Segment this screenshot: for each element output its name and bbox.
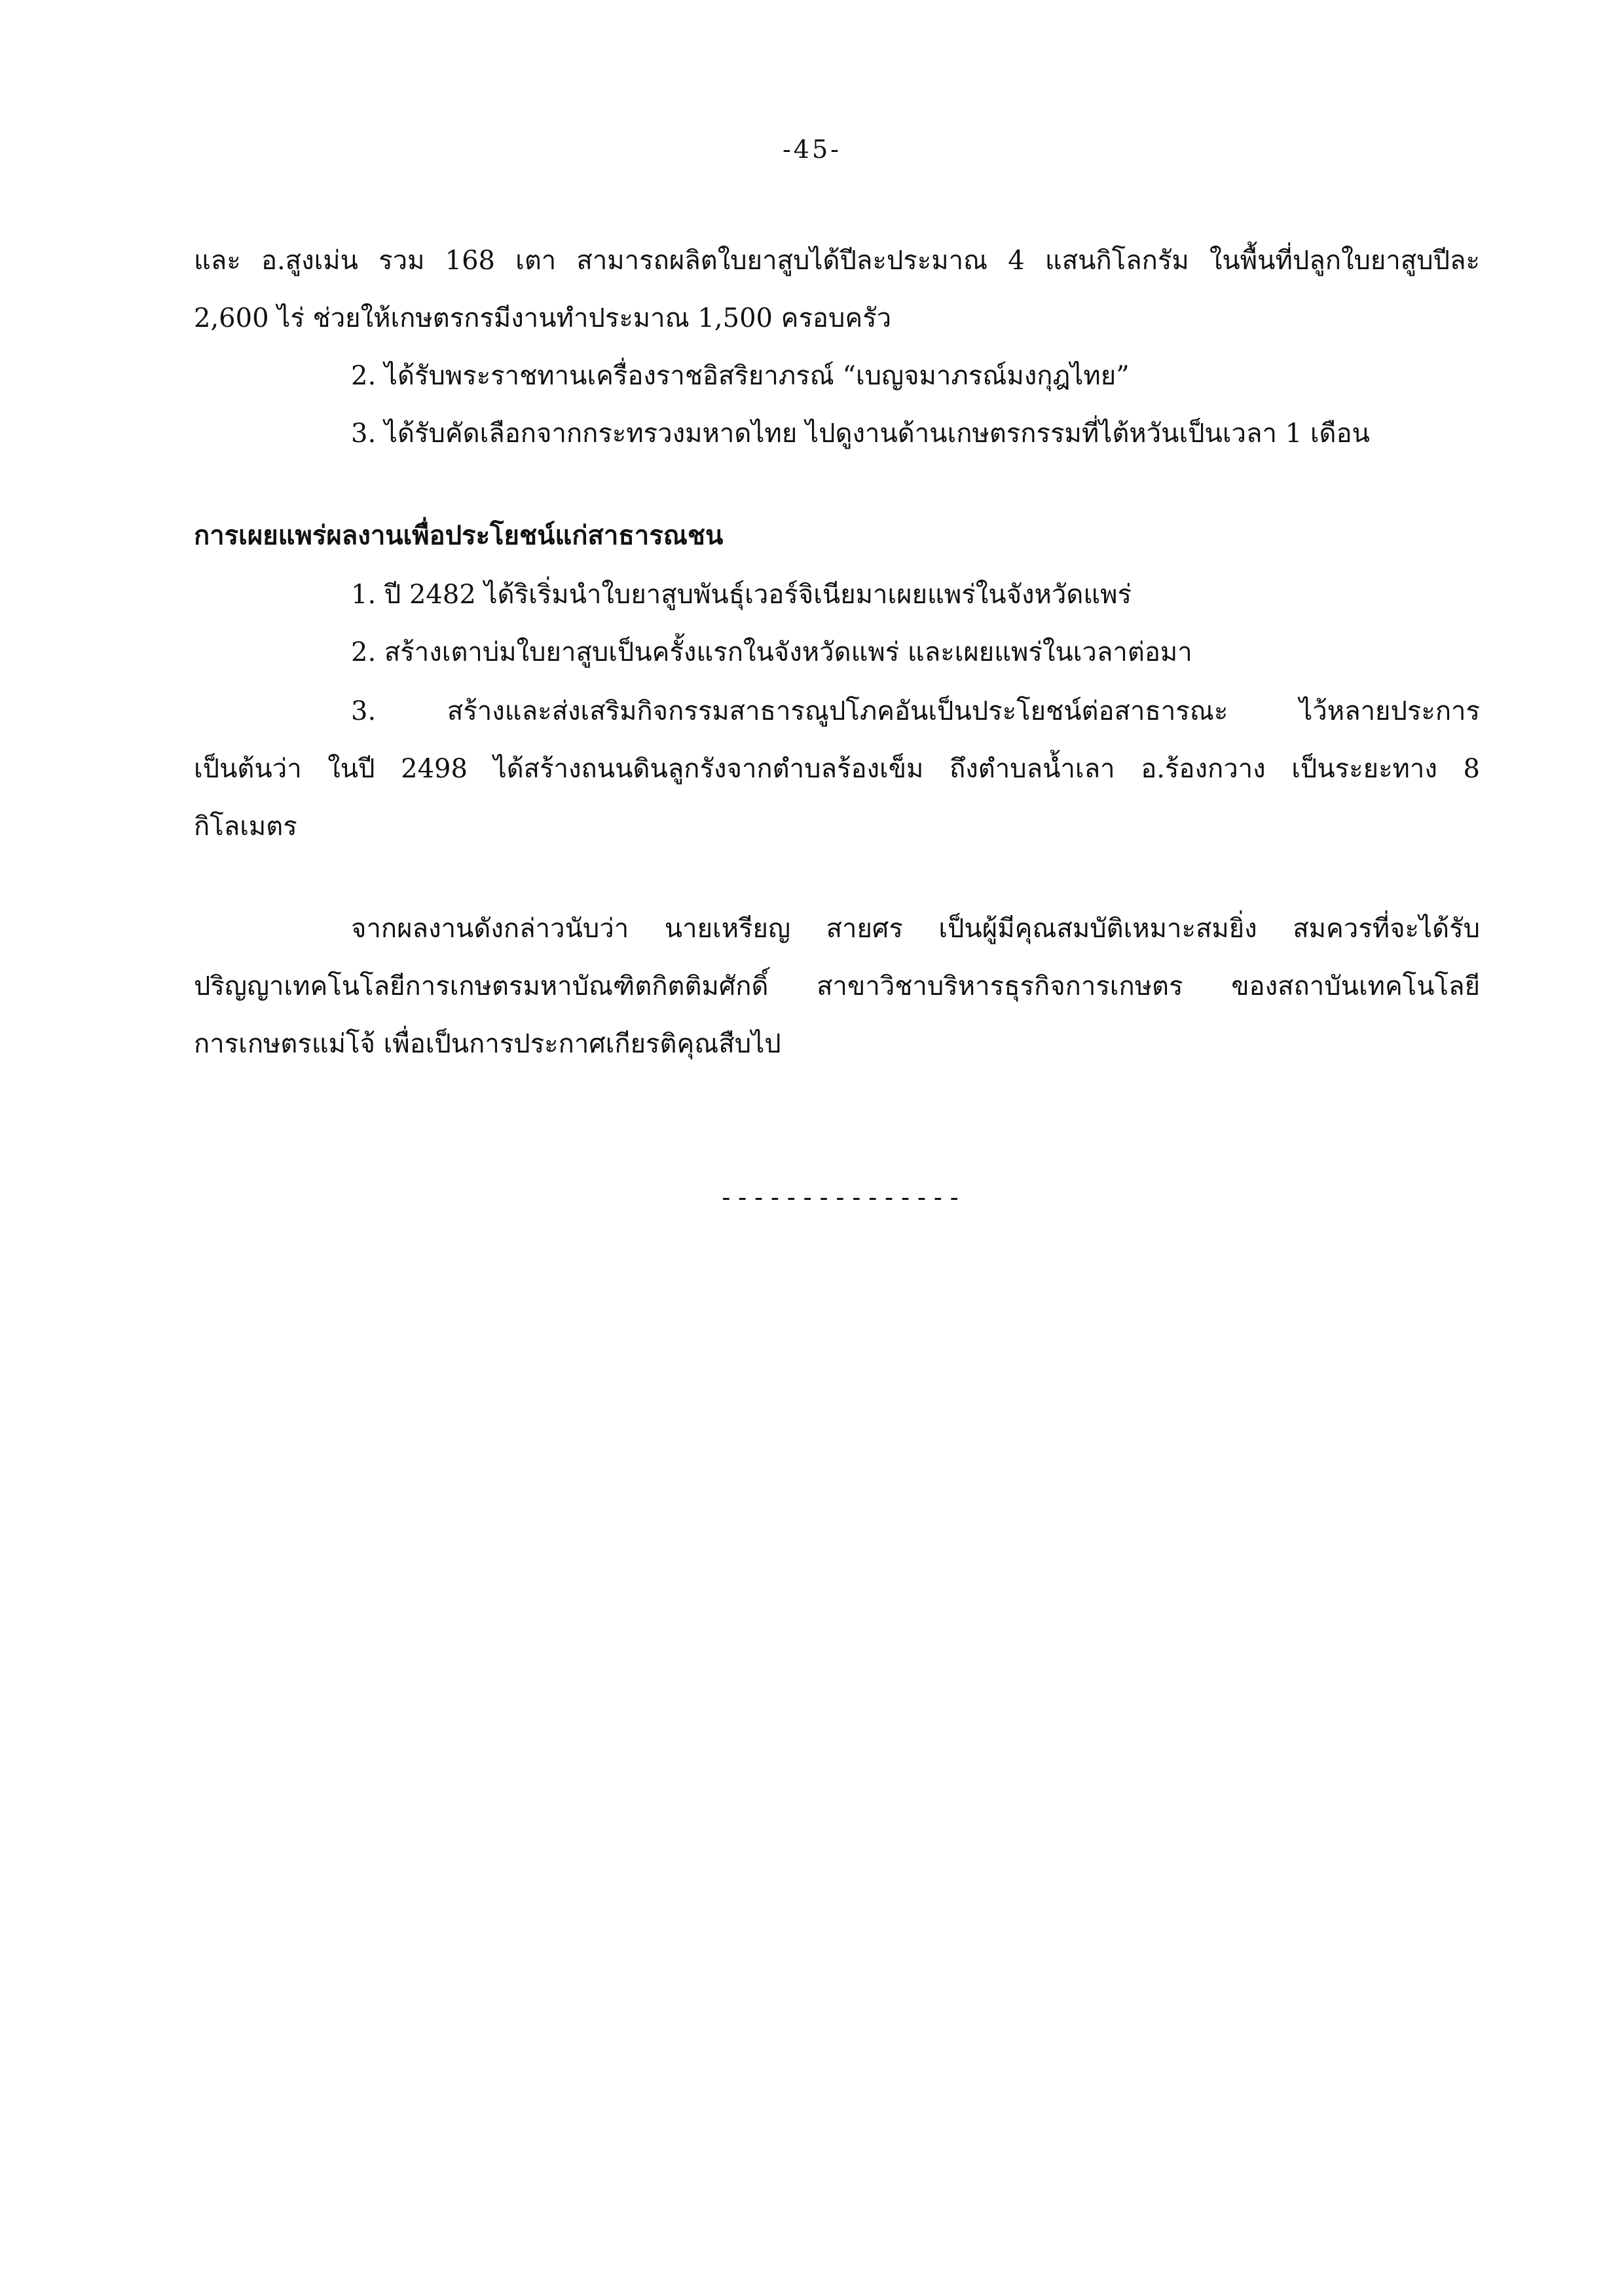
list-item: 3. สร้างและส่งเสริมกิจกรรมสาธารณูปโภคอันเป็นประโยชน์ต่อสาธารณะ ไว้หลายประการ bbox=[351, 696, 1480, 726]
end-divider: --------------- bbox=[718, 1183, 963, 1212]
paragraph-line: 2,600 ไร่ ช่วยให้เกษตรกรมีงานทำประมาณ 1,500 ครอบครัว bbox=[194, 303, 892, 333]
conclusion-line: ปริญญาเทคโนโลยีการเกษตรมหาบัณฑิตกิตติมศักดิ์ สาขาวิชาบริหารธุรกิจการเกษตร ของสถาบันเทคโนโลยี bbox=[194, 971, 1480, 1001]
page-number: -45- bbox=[782, 135, 842, 164]
paragraph-line: เป็นต้นว่า ในปี 2498 ได้สร้างถนนดินลูกรังจากตำบลร้องเข็ม ถึงตำบลน้ำเลา อ.ร้องกวาง เป็นระยะทาง 8 bbox=[194, 754, 1480, 784]
conclusion-line: การเกษตรแม่โจ้ เพื่อเป็นการประกาศเกียรติคุณสืบไป bbox=[194, 1029, 781, 1059]
list-item: 2. ได้รับพระราชทานเครื่องราชอิสริยาภรณ์ “เบญจมาภรณ์มงกุฎไทย” bbox=[351, 361, 1130, 391]
paragraph-line: กิโลเมตร bbox=[194, 812, 297, 842]
conclusion-line: จากผลงานดังกล่าวนับว่า นายเหรียญ สายศร เป็นผู้มีคุณสมบัติเหมาะสมยิ่ง สมควรที่จะได้รับ bbox=[351, 914, 1480, 944]
list-item: 3. ได้รับคัดเลือกจากกระทรวงมหาดไทย ไปดูงานด้านเกษตรกรรมที่ไต้หวันเป็นเวลา 1 เดือน bbox=[351, 419, 1370, 449]
section-heading: การเผยแพร่ผลงานเพื่อประโยชน์แก่สาธารณชน bbox=[194, 520, 724, 551]
list-item: 1. ปี 2482 ได้ริเริ่มนำใบยาสูบพันธุ์เวอร์จิเนียมาเผยแพร่ในจังหวัดแพร่ bbox=[351, 580, 1132, 610]
list-item: 2. สร้างเตาบ่มใบยาสูบเป็นครั้งแรกในจังหวัดแพร่ และเผยแพร่ในเวลาต่อมา bbox=[351, 637, 1192, 667]
paragraph-line: และ อ.สูงเม่น รวม 168 เตา สามารถผลิตใบยาสูบได้ปีละประมาณ 4 แสนกิโลกรัม ในพื้นที่ปลูกใบยาสูบปีละ bbox=[194, 246, 1480, 276]
